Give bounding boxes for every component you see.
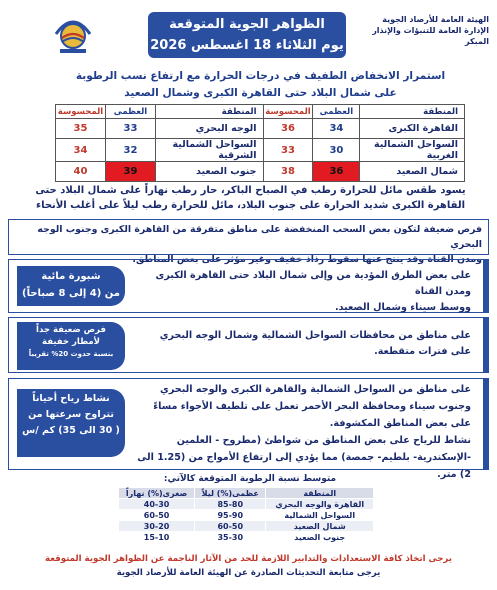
footer-followup: يرجى متابعة التحديثات الصادرة عن الهيئة العامة للأرصاد الجوية [116,568,381,578]
humidity-row [119,499,374,510]
humidity-region: جنوب الصعيد [266,532,374,543]
showers-badge-line-3: بنسبة حدوث 20% تقريباً [28,350,114,358]
humidity-min: 30-20 [119,521,195,532]
max-temp-cell: 39 [106,162,156,182]
max-temp-cell: 36 [313,162,360,182]
col-felt: المحسوسة [56,105,106,119]
page-title: الظواهر الجوية المتوقعة [169,17,325,32]
wind-badge [17,389,125,457]
paragraph-line-1: يسود طقس مائل للحرارة رطب في الصباح الباكر، حار رطب نهاراً على شمال البلاد حتى [35,185,466,196]
ema-logo-icon [52,12,94,56]
felt-temp-cell: 34 [56,139,106,162]
fog-section [8,259,489,313]
paragraph-line-2: القاهرة الكبرى شديد الحرارة على جنوب البلاد، مائل للحرارة رطب ليلاً على أغلب الأنحاء [35,200,465,211]
wind-badge-line-3: ( 30 الى 35) كم /س [22,425,120,436]
felt-temp-cell: 35 [56,119,106,139]
temperature-table [55,104,465,182]
humidity-row [119,521,374,532]
region-cell: السواحل الشمالية الغربية [360,139,465,162]
region-cell: الوجه البحري [155,119,263,139]
humidity-col-max: عظمى(%) ليلاً [195,488,266,499]
fog-badge [17,266,125,306]
agency-line-1: الهيئة العامة للأرصاد الجوية [382,15,489,24]
temperature-row [56,139,465,162]
wind-text [137,381,471,483]
wind-line-2: وجنوب سيناء ومحافظة البحر الأحمر تعمل على تلطيف الأجواء مساءً [153,401,471,412]
fog-text [137,268,471,316]
col-region: المنطقة [155,105,263,119]
showers-section [8,317,489,373]
humidity-region: السواحل الشمالية [266,510,374,521]
rain-notice [8,219,489,265]
col-max: العظمى [106,105,156,119]
humidity-table [118,487,374,543]
header [0,4,497,62]
fog-badge-time: من (4 إلى 8 صباحاً) [22,288,120,299]
humidity-col-min: صغرى(%) نهاراً [119,488,195,499]
felt-temp-cell: 33 [263,139,313,162]
headline [48,68,473,106]
region-cell: شمال الصعيد [360,162,465,182]
humidity-max: 60-50 [195,521,266,532]
humidity-min: 15-10 [119,532,195,543]
humidity-title: متوسط نسبة الرطوبة المتوقعة كالآتي: [163,474,337,484]
showers-badge-line-1: فرص ضعيفة جداً [36,325,106,335]
fog-line-2: ووسط سيناء وشمال الصعيد. [334,302,471,313]
humidity-region: شمال الصعيد [266,521,374,532]
wind-line-3: على بعض المناطق المكشوفة. [329,418,471,429]
humidity-col-region: المنطقة [266,488,374,499]
region-cell: جنوب الصعيد [155,162,263,182]
col-felt: المحسوسة [263,105,313,119]
showers-badge [17,322,125,370]
rain-line-2: ومدن القناة وقد ينتج عنها سقوط رذاذ خفيف وغير مؤثر على بعض المناطق. [132,254,482,265]
footer-warning: يرجى اتخاذ كافة الاستعدادات والتدابير اللازمة للحد من الآثار الناجمة عن الظواهر الجوية المتوقعة [45,554,452,564]
headline-line-1: استمرار الانخفاض الطفيف في درجات الحرارة مع ارتفاع نسب الرطوبة [75,70,446,82]
wind-line-1: على مناطق من السواحل الشمالية والقاهرة الكبرى والوجه البحري [160,384,471,395]
title-banner [148,12,346,58]
max-temp-cell: 32 [106,139,156,162]
temperature-header-row [56,105,465,119]
felt-temp-cell: 40 [56,162,106,182]
humidity-min: 40-30 [119,499,195,510]
col-region: المنطقة [360,105,465,119]
humidity-row [119,532,374,543]
felt-temp-cell: 38 [263,162,313,182]
humidity-header-row [119,488,374,499]
max-temp-cell: 34 [313,119,360,139]
headline-line-2: على شمال البلاد حتى القاهرة الكبرى وشمال الصعيد [124,87,397,99]
wind-badge-line-2: تتراوح سرعتها من [28,409,114,420]
temperature-row [56,162,465,182]
agency-line-2: الإدارة العامة للتنبؤات والإنذار المبكر [372,26,489,46]
wind-badge-line-1: نشاط رياح أحياناً [32,393,110,404]
forecast-date: يوم الثلاثاء 18 اغسطس 2026 [150,38,344,53]
general-weather-paragraph [24,183,477,213]
max-temp-cell: 33 [106,119,156,139]
region-cell: القاهرة الكبرى [360,119,465,139]
humidity-region: القاهرة والوجه البحري [266,499,374,510]
felt-temp-cell: 36 [263,119,313,139]
humidity-row [119,510,374,521]
showers-text [137,328,471,360]
temperature-row [56,119,465,139]
humidity-max: 35-30 [195,532,266,543]
humidity-max: 95-90 [195,510,266,521]
fog-badge-title: شبورة مائية [41,271,101,282]
wind-line-5: -الإسكندرية- بلطيم- جمصة) مما يؤدي إلى ارتفاع الأمواج من (1.25 الى 2) متر. [137,452,471,480]
showers-line-1: على مناطق من محافظات السواحل الشمالية وشمال الوجه البحري [159,330,471,341]
rain-line-1: فرص ضعيفة لتكون بعض السحب المنخفضة على مناطق متفرقة من القاهرة الكبرى وجنوب الوجه البحري [37,224,482,250]
wind-line-4: نشاط للرياح على بعض المناطق من شواطئ (مطروح - العلمين [176,435,471,446]
max-temp-cell: 30 [313,139,360,162]
region-cell: السواحل الشمالية الشرقية [155,139,263,162]
showers-badge-line-2: لأمطار خفيفة [42,337,100,347]
humidity-min: 60-50 [119,510,195,521]
showers-line-2: على فترات متقطعة. [374,346,471,357]
humidity-max: 85-80 [195,499,266,510]
fog-line-1: على بعض الطرق المؤدية من وإلى شمال البلاد حتى القاهرة الكبرى ومدن القناة [155,270,471,297]
agency-name [364,14,489,47]
col-max: العظمى [313,105,360,119]
